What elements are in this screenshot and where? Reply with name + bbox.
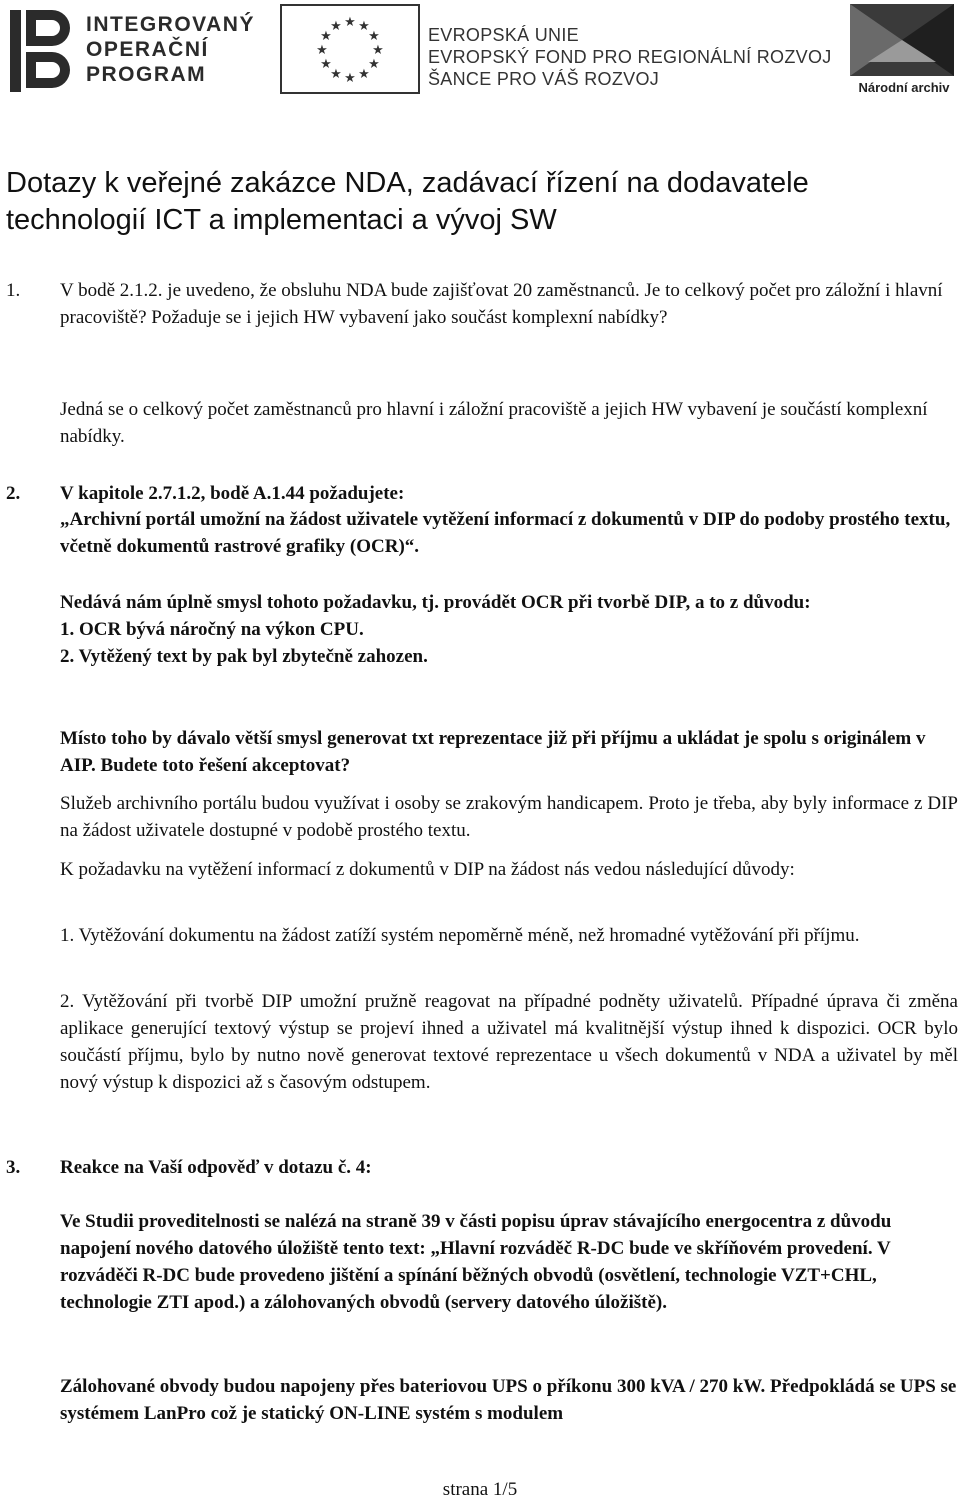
q2-answer-4: 2. Vytěžování při tvorbě DIP umožní pružně reagovat na případné podněty uživatelů. Případné úprava či změna aplikace generující textový výstup se projeví ihned a uživatel má kvalitnější výstup ihned k dispozici. OCR bylo součástí příjmu, bylo by nutno nově generovat textové reprezentace u všech dokumentů v NDA a uživatel by měl nový výstup k dispozici až s časovým odstupem. [60, 991, 958, 1093]
svg-text:★: ★ [320, 29, 332, 44]
svg-text:★: ★ [344, 15, 356, 30]
iop-logo [8, 6, 255, 96]
svg-text:★: ★ [358, 67, 370, 82]
iop-logo-text: INTEGROVANÝ OPERAČNÍ PROGRAM [86, 13, 255, 86]
q2-heading: V kapitole 2.7.1.2, bodě A.1.44 požadujete: [60, 483, 405, 504]
svg-text:★: ★ [330, 67, 342, 82]
q2-answer-2: K požadavku na vytěžení informací z dokumentů v DIP na žádost nás vedou následující důvody: [60, 859, 795, 880]
q2-question: Nedává nám úplně smysl tohoto požadavku, tj. provádět OCR při tvorbě DIP, a to z důvodu: 1. OCR bývá náročný na výkon CPU. 2. Vytěžený text by pak byl zbytečně zahozen. [60, 592, 811, 667]
q1-question: V bodě 2.1.2. je uvedeno, že obsluhu NDA bude zajišťovat 20 zaměstnanců. Je to celkový počet pro záložní i hlavní pracoviště? Požaduje se i jejich HW vybavení jako součást komplexní nabídky? [60, 280, 943, 328]
q2-answer-1: Služeb archivního portálu budou využívat i osoby se zrakovým handicapem. Proto je třeba, aby byly informace z DIP na žádost uživatele dostupné v podobě prostého textu. [60, 793, 958, 841]
svg-text:★: ★ [316, 43, 328, 58]
eu-logo-text: EVROPSKÁ UNIE EVROPSKÝ FOND PRO REGIONÁLNÍ ROZVOJ ŠANCE PRO VÁŠ ROZVOJ [428, 25, 832, 89]
q3-paragraph-1: Ve Studii proveditelnosti se nalézá na straně 39 v části popisu úprav stávajícího energocentra z důvodu napojení nového datového úložiště tento text: „Hlavní rozváděč R-DC bude ve skříňovém provedení. V rozváděči R-DC bude provedeno jištění a spínání běžných obvodů (osvětlení, technologie VZT+CHL, technologie ZTI apod.) a zálohovaných obvodů (servery datového úložiště). [60, 1211, 892, 1313]
q1-answer: Jedná se o celkový počet zaměstnanců pro hlavní i záložní pracoviště a jejich HW vybavení je součástí komplexní nabídky. [60, 399, 928, 447]
q3-paragraph-2: Zálohované obvody budou napojeny přes bateriovou UPS o příkonu 300 kVA / 270 kW. Předpokládá se UPS se systémem LanPro což je statický ON-LINE systém s modulem [60, 1376, 957, 1424]
svg-text:★: ★ [344, 71, 356, 86]
page-number: strana 1/5 [442, 1479, 518, 1500]
svg-text:★: ★ [368, 57, 380, 72]
eu-flag-icon [280, 4, 420, 94]
document-title: Dotazy k veřejné zakázce NDA, zadávací řízení na dodavatele technologií ICT a implementaci a vývoj SW [6, 167, 809, 236]
svg-text:★: ★ [320, 57, 332, 72]
q2-number: 2. [6, 483, 21, 504]
q3-heading: Reakce na Vaší odpověď v dotazu č. 4: [60, 1157, 372, 1178]
narodni-archiv-label: Národní archiv [858, 80, 950, 95]
svg-text:★: ★ [368, 29, 380, 44]
iop-emblem-icon [8, 8, 72, 94]
q3-number: 3. [6, 1157, 21, 1178]
svg-text:★: ★ [372, 43, 384, 58]
q1-number: 1. [6, 280, 21, 301]
q2-quote: „Archivní portál umožní na žádost uživatele vytěžení informací z dokumentů v DIP do podoby prostého textu, včetně dokumentů rastrové grafiky (OCR)“. [60, 509, 951, 557]
svg-text:★: ★ [358, 19, 370, 34]
svg-text:★: ★ [330, 19, 342, 34]
q2-answer-3: 1. Vytěžování dokumentu na žádost zatíží systém nepoměrně méně, než hromadné vytěžování při příjmu. [60, 925, 860, 946]
q2-proposal: Místo toho by dávalo větší smysl generovat txt reprezentace již při příjmu a ukládat je spolu s originálem v AIP. Budete toto řešení akceptovat? [60, 728, 926, 776]
page-header [0, 0, 960, 110]
